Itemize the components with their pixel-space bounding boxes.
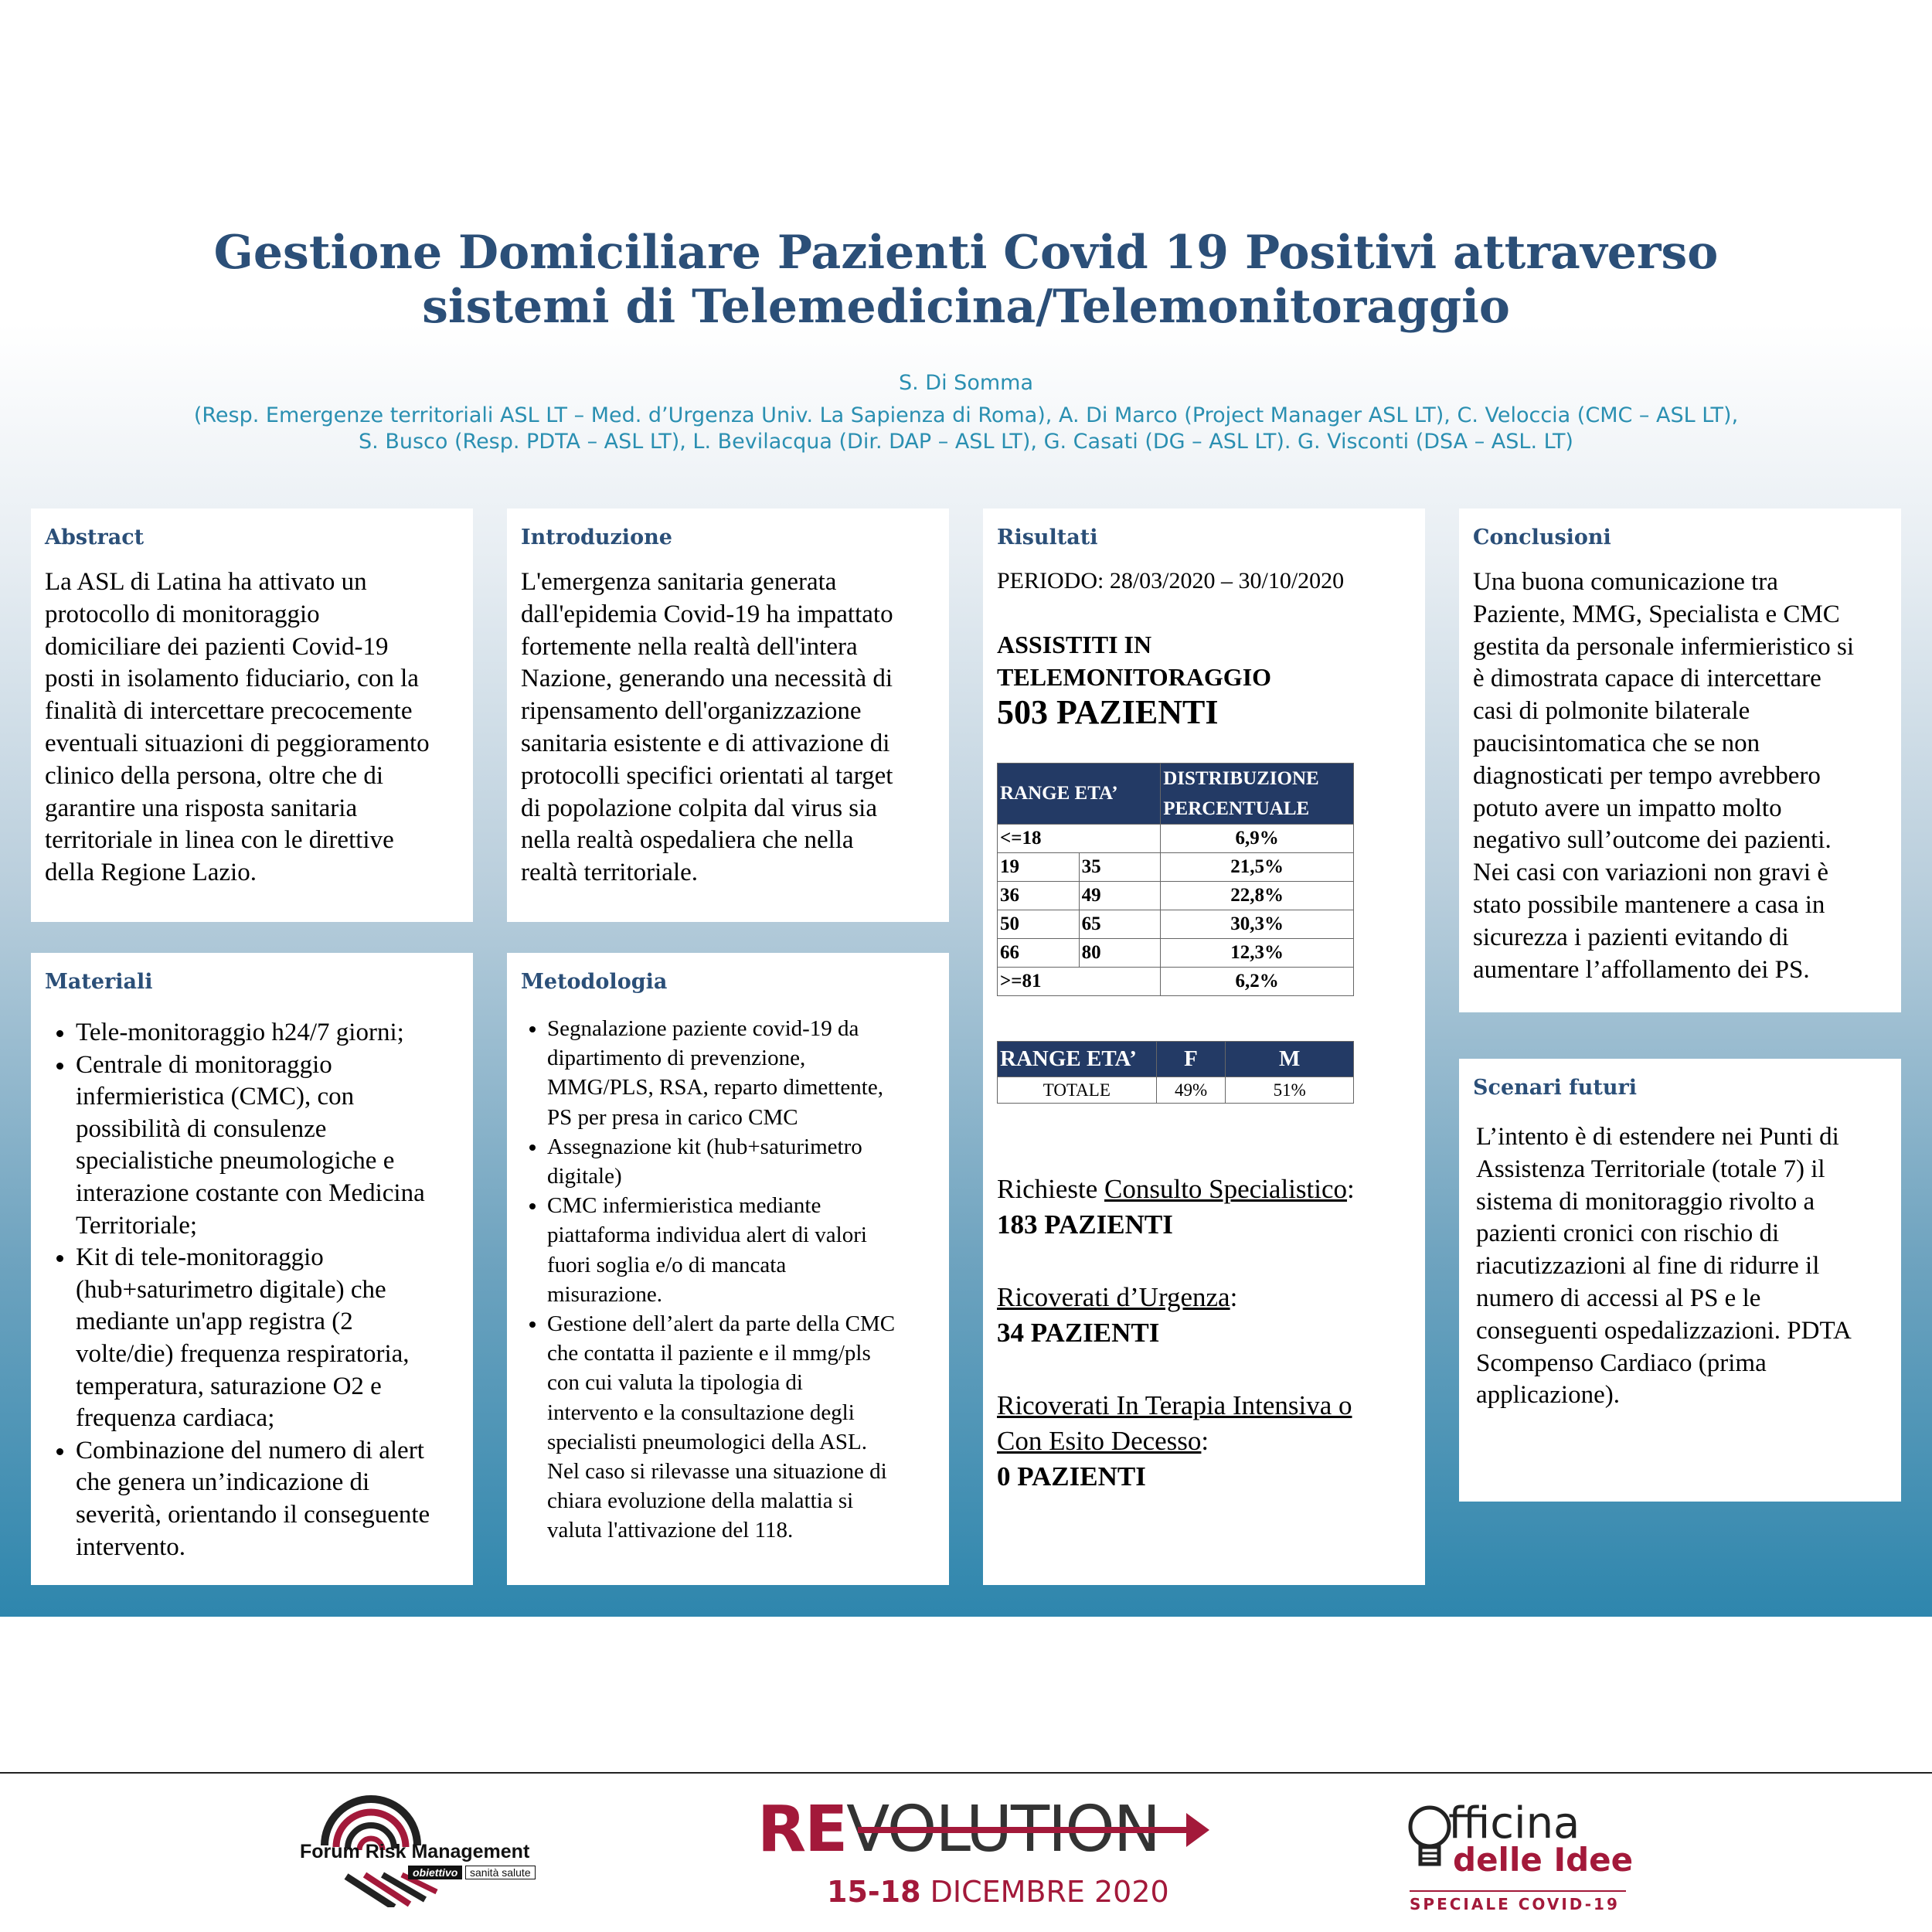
consulto-suffix: : xyxy=(1347,1174,1355,1204)
revolution-logo xyxy=(757,1791,1221,1915)
item-line: • CMC infermieristica mediante xyxy=(547,1193,821,1219)
metodologia-heading: Metodologia xyxy=(521,970,668,994)
risultati-heading: Risultati xyxy=(997,526,1098,549)
table-row xyxy=(998,939,1354,968)
text-line: numero di accessi al PS e le xyxy=(1476,1284,1761,1312)
item-line: con cui valuta la tipologia di xyxy=(547,1370,803,1396)
table-row xyxy=(998,968,1354,996)
text-line: protocolli specifici orientati al target xyxy=(521,761,893,790)
metodologia-list xyxy=(521,1014,935,1546)
abstract-heading: Abstract xyxy=(45,526,145,549)
item-line: che contatta il paziente e il mmg/pls xyxy=(547,1341,871,1366)
intensiva-line: Ricoverati In Terapia Intensiva o xyxy=(997,1390,1352,1420)
table-cell: 51% xyxy=(1226,1077,1354,1104)
text-line: diagnosticati per tempo avrebbero xyxy=(1473,761,1821,790)
abstract-panel xyxy=(31,509,473,922)
delle-idee: delle Idee xyxy=(1453,1841,1634,1879)
table-header-row xyxy=(998,1042,1354,1077)
table-cell: 22,8% xyxy=(1161,882,1354,910)
periodo-text: PERIODO: 28/03/2020 – 30/10/2020 xyxy=(997,568,1345,594)
table-cell: >=81 xyxy=(998,968,1161,996)
assistiti-line: TELEMONITORAGGIO xyxy=(997,663,1272,691)
table-cell: 36 xyxy=(998,882,1080,910)
table-cell: 35 xyxy=(1079,853,1161,882)
poster-title xyxy=(0,226,1932,334)
scenari-text xyxy=(1473,1121,1887,1412)
age-distribution-table xyxy=(997,763,1354,996)
introduzione-text xyxy=(521,566,935,889)
frm-tag: sanità salute xyxy=(465,1866,536,1879)
item-line: MMG/PLS, RSA, reparto dimettente, xyxy=(547,1075,883,1100)
item-line: mediante un'app registra (2 xyxy=(76,1308,353,1336)
item-line: intervento. xyxy=(76,1532,186,1561)
list-item xyxy=(547,1132,935,1191)
materiali-list xyxy=(45,1017,459,1563)
consulto-block xyxy=(997,1172,1411,1243)
consulto-prefix: Richieste xyxy=(997,1174,1104,1204)
table-header-cell: M xyxy=(1226,1042,1354,1077)
conclusioni-text xyxy=(1473,566,1887,986)
consulto-label xyxy=(997,1172,1411,1207)
list-item xyxy=(76,1049,459,1243)
item-line: interazione costante con Medicina xyxy=(76,1179,425,1207)
item-line: • Segnalazione paziente covid-19 da xyxy=(547,1016,859,1041)
intensiva-link: Con Esito Decesso xyxy=(997,1426,1202,1456)
author-line-2: (Resp. Emergenze territoriali ASL LT – Med. d’Urgenza Univ. La Sapienza di Roma), A. Di Marco (Project Manager ASL LT), C. Veloccia (CMC – ASL LT), xyxy=(193,403,1739,427)
materiali-panel xyxy=(31,953,473,1585)
intensiva-value: 0 PAZIENTI xyxy=(997,1461,1146,1492)
item-line: Nel caso si rilevasse una situazione di xyxy=(547,1459,887,1485)
table-cell: 12,3% xyxy=(1161,939,1354,968)
intensiva-block xyxy=(997,1388,1411,1495)
revolution-re: RE xyxy=(757,1793,847,1866)
text-line: paucisintomatica che se non xyxy=(1473,729,1760,757)
revolution-arrow-icon xyxy=(757,1791,1221,1869)
gender-table xyxy=(997,1041,1354,1104)
text-line: applicazione). xyxy=(1476,1381,1620,1410)
urgenza-value: 34 PAZIENTI xyxy=(997,1318,1160,1348)
list-item xyxy=(547,1309,935,1546)
text-line: L’intento è di estendere nei Punti di xyxy=(1476,1123,1839,1151)
item-line: • Combinazione del numero di alert xyxy=(76,1436,424,1464)
text-line: protocollo di monitoraggio xyxy=(45,600,320,628)
dates-rest: DICEMBRE 2020 xyxy=(920,1875,1169,1909)
text-line: L'emergenza sanitaria generata xyxy=(521,568,837,596)
text-line: gestita da personale infermieristico si xyxy=(1473,632,1855,661)
item-line: dipartimento di prevenzione, xyxy=(547,1046,806,1071)
introduzione-heading: Introduzione xyxy=(521,526,672,549)
risultati-panel xyxy=(983,509,1425,1585)
text-line: Una buona comunicazione tra xyxy=(1473,568,1778,596)
text-line: dall'epidemia Covid-19 ha impattato xyxy=(521,600,893,628)
table-header-cell: RANGE ETA’ xyxy=(998,764,1161,825)
text-line: garantire una risposta sanitaria xyxy=(45,794,358,822)
table-header-cell: RANGE ETA’ xyxy=(998,1042,1157,1077)
item-line: PS per presa in carico CMC xyxy=(547,1104,798,1130)
item-line: • Centrale di monitoraggio xyxy=(76,1050,332,1079)
table-cell: 30,3% xyxy=(1161,910,1354,939)
footer-divider xyxy=(0,1772,1932,1774)
list-item xyxy=(76,1242,459,1435)
text-line: La ASL di Latina ha attivato un xyxy=(45,568,367,596)
header-line: PERCENTUALE xyxy=(1163,798,1310,819)
table-row xyxy=(998,825,1354,853)
item-line: piattaforma individua alert di valori xyxy=(547,1223,867,1248)
text-line: potuto avere un impatto molto xyxy=(1473,794,1782,822)
item-line: specialisti pneumologici della ASL. xyxy=(547,1429,867,1454)
item-line: Territoriale; xyxy=(76,1211,198,1240)
scenari-heading: Scenari futuri xyxy=(1473,1076,1637,1100)
table-row xyxy=(998,910,1354,939)
list-item xyxy=(76,1017,459,1049)
introduzione-panel xyxy=(507,509,949,922)
table-header-cell: F xyxy=(1156,1042,1226,1077)
table-cell: 6,9% xyxy=(1161,825,1354,853)
text-line: Scompenso Cardiaco (prima xyxy=(1476,1349,1767,1377)
forum-risk-management-logo xyxy=(294,1791,572,1915)
table-cell: <=18 xyxy=(998,825,1161,853)
author-line-3: S. Busco (Resp. PDTA – ASL LT), L. Bevilacqua (Dir. DAP – ASL LT), G. Casati (DG – ASL LT). G. Visconti (DSA – ASL. LT) xyxy=(359,430,1573,454)
table-cell: TOTALE xyxy=(998,1077,1157,1104)
item-line: misurazione. xyxy=(547,1281,662,1307)
text-line: sicurezza i pazienti evitando di xyxy=(1473,923,1789,951)
item-line: chiara evoluzione della malattia si xyxy=(547,1488,854,1514)
text-line: conseguenti ospedalizzazioni. PDTA xyxy=(1476,1316,1852,1345)
assistiti-label xyxy=(997,628,1411,693)
text-line: sistema di monitoraggio rivolto a xyxy=(1476,1187,1815,1216)
text-line: stato possibile mantenere a casa in xyxy=(1473,890,1825,919)
item-line: specialistiche pneumologiche e xyxy=(76,1147,395,1175)
table-cell: 50 xyxy=(998,910,1080,939)
item-line: che genera un’indicazione di xyxy=(76,1468,370,1497)
table-cell: 19 xyxy=(998,853,1080,882)
text-line: nella realtà ospedaliera che nella xyxy=(521,826,854,855)
table-cell: 49 xyxy=(1079,882,1161,910)
text-line: aumentare l’affollamento dei PS. xyxy=(1473,955,1810,984)
table-header-cell xyxy=(1161,764,1354,825)
intensiva-suffix: : xyxy=(1201,1426,1209,1456)
officina-delle-idee-logo xyxy=(1406,1791,1654,1915)
text-line: Nazione, generando una necessità di xyxy=(521,665,893,693)
item-line: valuta l'attivazione del 118. xyxy=(547,1518,794,1543)
item-line: intervento e la consultazione degli xyxy=(547,1400,855,1425)
item-line: (hub+saturimetro digitale) che xyxy=(76,1275,386,1304)
abstract-text xyxy=(45,566,459,889)
table-header-row xyxy=(998,764,1354,825)
officina-rest: fficina xyxy=(1448,1798,1580,1849)
text-line: è dimostrata capace di intercettare xyxy=(1473,665,1821,693)
officina-divider xyxy=(1410,1890,1626,1892)
dates-bold: 15-18 xyxy=(827,1875,921,1909)
scenari-panel xyxy=(1459,1059,1901,1502)
text-line: Paziente, MMG, Specialista e CMC xyxy=(1473,600,1840,628)
text-line: di popolazione colpita dal virus sia xyxy=(521,794,877,822)
header-line: DISTRIBUZIONE xyxy=(1163,768,1319,789)
text-line: realtà territoriale. xyxy=(521,859,699,887)
text-line: della Regione Lazio. xyxy=(45,859,257,887)
list-item xyxy=(76,1435,459,1563)
item-line: • Assegnazione kit (hub+saturimetro xyxy=(547,1134,862,1159)
consulto-link: Consulto Specialistico xyxy=(1104,1174,1348,1204)
text-line: Assistenza Territoriale (totale 7) il xyxy=(1476,1155,1825,1183)
text-line: territoriale in linea con le direttive xyxy=(45,826,394,855)
list-item xyxy=(547,1191,935,1309)
text-line: negativo sull’outcome dei pazienti. xyxy=(1473,826,1832,855)
text-line: eventuali situazioni di peggioramento xyxy=(45,729,430,757)
item-line: fuori soglia e/o di mancata xyxy=(547,1252,787,1277)
text-line: domiciliare dei pazienti Covid-19 xyxy=(45,632,389,661)
table-row xyxy=(998,853,1354,882)
table-row xyxy=(998,1077,1354,1104)
intensiva-label xyxy=(997,1423,1411,1459)
frm-obiettivo: obiettivo xyxy=(408,1866,462,1879)
event-dates xyxy=(827,1875,1169,1909)
table-cell: 21,5% xyxy=(1161,853,1354,882)
urgenza-suffix: : xyxy=(1230,1282,1238,1312)
conclusioni-panel xyxy=(1459,509,1901,1012)
pazienti-total: 503 PAZIENTI xyxy=(997,693,1219,731)
text-line: sanitaria esistente e di attivazione di xyxy=(521,729,890,757)
speciale-covid: SPECIALE COVID-19 xyxy=(1410,1895,1620,1913)
text-line: casi di polmonite bilaterale xyxy=(1473,697,1750,726)
item-line: volte/die) frequenza respiratoria, xyxy=(76,1339,410,1368)
conclusioni-heading: Conclusioni xyxy=(1473,526,1611,549)
author-line-1: S. Di Somma xyxy=(899,371,1033,395)
table-cell: 80 xyxy=(1079,939,1161,968)
urgenza-label xyxy=(997,1280,1411,1315)
item-line: digitale) xyxy=(547,1164,622,1189)
title-line-1: Gestione Domiciliare Pazienti Covid 19 Positivi attraverso xyxy=(213,226,1719,280)
assistiti-line: ASSISTITI IN xyxy=(997,631,1152,658)
materiali-heading: Materiali xyxy=(45,970,153,994)
urgenza-block xyxy=(997,1280,1411,1351)
text-line: posti in isolamento fiduciario, con la xyxy=(45,665,419,693)
item-line: • Kit di tele-monitoraggio xyxy=(76,1243,324,1272)
table-cell: 65 xyxy=(1079,910,1161,939)
revolution-rest: VOLUTION xyxy=(846,1793,1160,1866)
metodologia-panel xyxy=(507,953,949,1585)
item-line: temperatura, saturazione O2 e xyxy=(76,1372,382,1400)
title-line-2: sistemi di Telemedicina/Telemonitoraggio xyxy=(422,280,1510,334)
text-line: pazienti cronici con rischio di xyxy=(1476,1219,1780,1248)
frm-name: Forum Risk Management xyxy=(300,1841,530,1862)
text-line: fortemente nella realtà dell'intera xyxy=(521,632,858,661)
item-line: • Gestione dell’alert da parte della CMC xyxy=(547,1311,896,1337)
table-cell: 66 xyxy=(998,939,1080,968)
text-line: riacutizzazioni al fine di ridurre il xyxy=(1476,1252,1820,1281)
table-row xyxy=(998,882,1354,910)
text-line: Nei casi con variazioni non gravi è xyxy=(1473,859,1828,887)
item-line: infermieristica (CMC), con xyxy=(76,1083,355,1111)
text-line: ripensamento dell'organizzazione xyxy=(521,697,862,726)
text-line: clinico della persona, oltre che di xyxy=(45,761,383,790)
item-line: possibilità di consulenze xyxy=(76,1114,327,1143)
item-line: • Tele-monitoraggio h24/7 giorni; xyxy=(76,1019,404,1046)
item-line: frequenza cardiaca; xyxy=(76,1404,275,1433)
list-item xyxy=(547,1014,935,1132)
text-line: finalità di intercettare precocemente xyxy=(45,697,413,726)
table-cell: 49% xyxy=(1156,1077,1226,1104)
table-cell: 6,2% xyxy=(1161,968,1354,996)
consulto-value: 183 PAZIENTI xyxy=(997,1209,1173,1240)
item-line: severità, orientando il conseguente xyxy=(76,1500,430,1529)
urgenza-link: Ricoverati d’Urgenza xyxy=(997,1282,1230,1312)
